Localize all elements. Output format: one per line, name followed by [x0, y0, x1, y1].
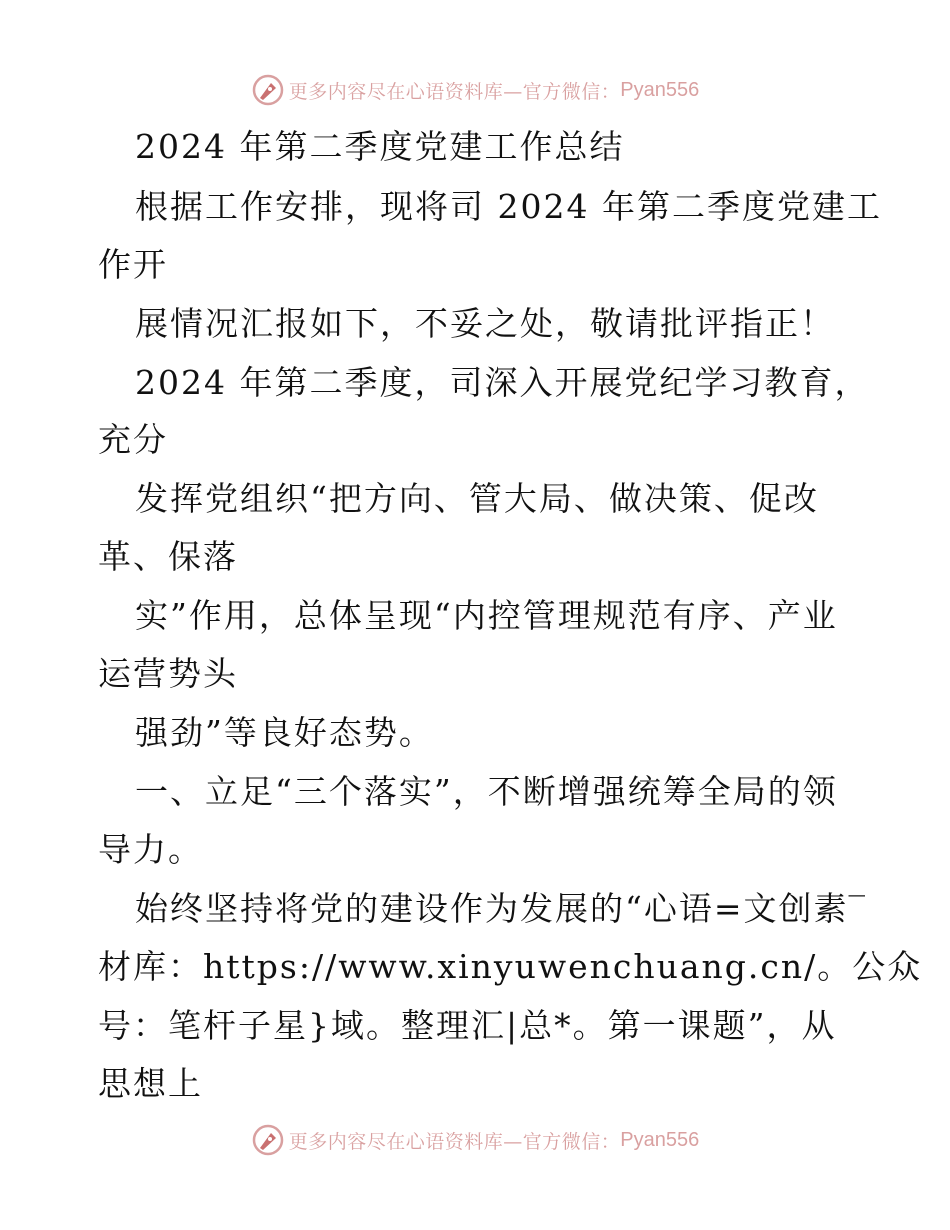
footer-watermark-banner [0, 1120, 950, 1160]
header-banner-text: 更多内容尽在心语资料库—官方微信： [288, 80, 621, 103]
paragraph-line: 思想上 [98, 1064, 203, 1103]
paragraph-line: 根据工作安排，现将司 2024 年第二季度党建工 [135, 187, 882, 226]
paragraph-line: 号：笔杆子星}域。整理汇|总*。第一课题”，从 [98, 1006, 837, 1045]
section-heading-line: 导力。 [98, 830, 203, 869]
paragraph-line: 材库：https://www.xinyuwenchuang.cn/。公众 [98, 947, 923, 986]
footer-banner-text: 更多内容尽在心语资料库—官方微信： [288, 1130, 621, 1153]
footer-banner-wechat-id: Pyan556 [620, 1128, 700, 1151]
paragraph-line: 运营势头 [98, 654, 238, 693]
document-title: 2024 年第二季度党建工作总结 [135, 127, 625, 166]
paragraph-line: 实”作用，总体呈现“内控管理规范有序、产业 [135, 596, 838, 635]
header-banner-wechat-id: Pyan556 [620, 78, 700, 101]
paragraph-line: 革、保落 [98, 537, 238, 576]
paragraph-line: 充分 [98, 420, 168, 459]
paragraph-line: 始终坚持将党的建设作为发展的“心语=文创素‾ [135, 889, 868, 928]
paragraph-line: 作开 [98, 245, 168, 284]
paragraph-line: 强劲”等良好态势。 [135, 713, 434, 752]
paragraph-line: 发挥党组织“把方向、管大局、做决策、促改 [135, 479, 819, 518]
paragraph-line: 2024 年第二季度，司深入开展党纪学习教育， [135, 363, 870, 402]
paragraph-line: 展情况汇报如下，不妥之处，敬请批评指正！ [135, 304, 835, 343]
pen-nib-logo-icon [251, 1123, 285, 1157]
section-heading-line: 一、立足“三个落实”，不断增强统筹全局的领 [135, 772, 838, 811]
